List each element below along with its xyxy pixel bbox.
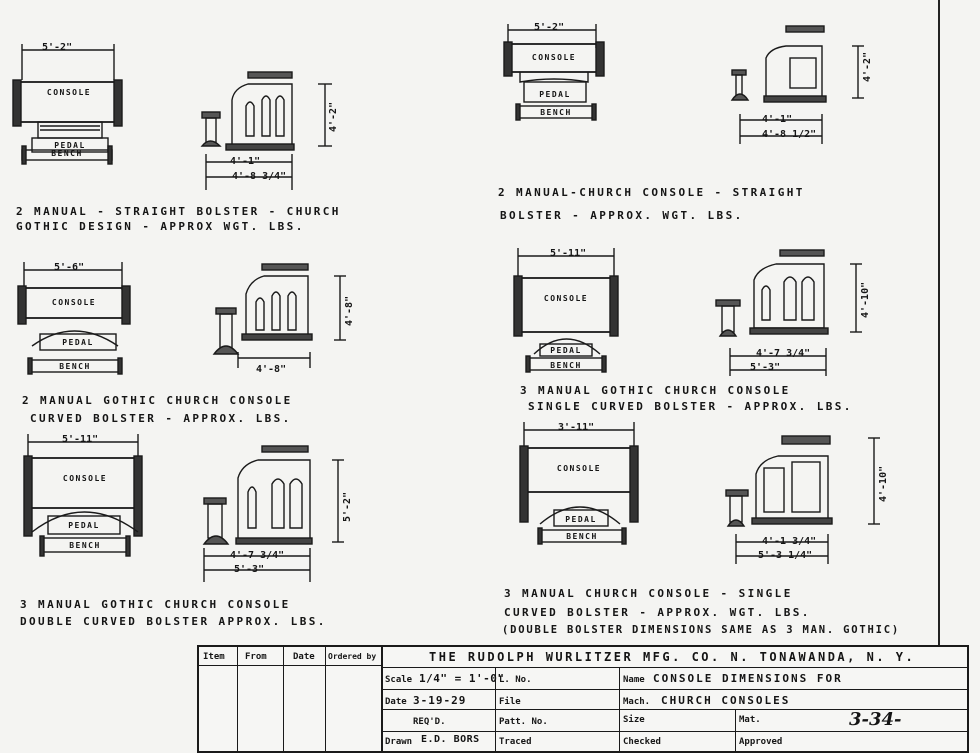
caption-line-2: DOUBLE CURVED BOLSTER APPROX. LBS. — [20, 615, 327, 628]
traced-label: Traced — [499, 737, 532, 747]
pedal-label: PEDAL — [62, 338, 94, 347]
mach-value: CHURCH CONSOLES — [661, 694, 791, 707]
ld-no-label: L. No. — [499, 675, 532, 685]
name-value: CONSOLE DIMENSIONS FOR — [653, 672, 843, 685]
rev-header-item: Item — [203, 652, 225, 662]
mat-label: Mat. — [739, 715, 761, 725]
caption-line-2: GOTHIC DESIGN - APPROX WGT. LBS. — [16, 220, 305, 233]
company-name: THE RUDOLPH WURLITZER MFG. CO. N. TONAWANDA, N. Y. — [429, 650, 916, 664]
console-label: CONSOLE — [62, 474, 108, 483]
width-dimension: 5'-2" — [534, 22, 565, 33]
caption-line-1: 2 MANUAL GOTHIC CHURCH CONSOLE — [22, 394, 293, 407]
depth-dimension-1: 4'-1" — [230, 156, 261, 167]
rev-header-date: Date — [293, 652, 315, 662]
caption-line-1: 3 MANUAL GOTHIC CHURCH CONSOLE — [520, 384, 791, 397]
drawing-2-manual-straight-church — [500, 18, 900, 198]
depth-dimension-2: 5'-3" — [750, 362, 781, 373]
drawn-label: Drawn — [385, 737, 413, 747]
height-dimension: 4'-2" — [862, 51, 873, 82]
sheet-edge — [938, 0, 940, 752]
caption-line-2: BOLSTER - APPROX. WGT. LBS. — [500, 209, 744, 222]
bench-label: BENCH — [550, 361, 582, 370]
height-dimension: 4'-10" — [878, 465, 889, 502]
drawing-3-manual-gothic-double-curved — [20, 432, 360, 592]
console-front-elevation — [510, 420, 910, 570]
caption-line-1: 3 MANUAL CHURCH CONSOLE - SINGLE — [504, 587, 793, 600]
console-front-elevation — [20, 432, 360, 592]
console-label: CONSOLE — [556, 464, 602, 473]
mach-label: Mach. — [623, 697, 651, 707]
date-label: Date — [385, 697, 407, 707]
height-dimension: 5'-2" — [342, 491, 353, 522]
pedal-label: PEDAL — [539, 90, 571, 99]
bench-label: BENCH — [69, 541, 101, 550]
bench-label: BENCH — [59, 362, 91, 371]
width-dimension: 3'-11" — [558, 422, 595, 433]
depth-dimension-2: 4'-8 1/2" — [762, 129, 817, 140]
caption-line-2: CURVED BOLSTER - APPROX. LBS. — [30, 412, 292, 425]
depth-dimension-1: 4'-7 3/4" — [756, 348, 811, 359]
height-dimension: 4'-10" — [860, 281, 871, 318]
depth-dimension-2: 5'-3" — [234, 564, 265, 575]
depth-dimension-1: 4'-8" — [256, 364, 287, 375]
bench-label: BENCH — [566, 532, 598, 541]
date-value: 3-19-29 — [413, 694, 467, 707]
checked-label: Checked — [623, 737, 661, 747]
reqd-label: REQ'D. — [413, 717, 446, 727]
bench-label: BENCH — [51, 149, 83, 158]
caption-line-1: 2 MANUAL - STRAIGHT BOLSTER - CHURCH — [16, 205, 341, 218]
patt-no-label: Patt. No. — [499, 717, 548, 727]
pedal-label: PEDAL — [68, 521, 100, 530]
pedal-label: PEDAL — [550, 346, 582, 355]
depth-dimension-2: 5'-3 1/4" — [758, 550, 813, 561]
pedal-label: PEDAL — [565, 515, 597, 524]
drawing-3-manual-gothic-single-curved — [510, 244, 900, 378]
approved-label: Approved — [739, 737, 783, 747]
height-dimension: 4'-2" — [328, 101, 339, 132]
width-dimension: 5'-2" — [42, 42, 73, 53]
scale-value: 1/4" = 1'-0" — [419, 672, 505, 685]
size-label: Size — [623, 715, 645, 725]
title-block — [197, 645, 969, 753]
scale-label: Scale — [385, 675, 413, 685]
width-dimension: 5'-6" — [54, 262, 85, 273]
caption-line-2: SINGLE CURVED BOLSTER - APPROX. LBS. — [528, 400, 853, 413]
rev-header-from: From — [245, 652, 267, 662]
rev-header-ordered-by: Ordered by — [328, 652, 377, 661]
name-label: Name — [623, 675, 645, 685]
console-label: CONSOLE — [46, 88, 92, 97]
width-dimension: 5'-11" — [62, 434, 99, 445]
console-label: CONSOLE — [543, 294, 589, 303]
caption-line-3: (DOUBLE BOLSTER DIMENSIONS SAME AS 3 MAN. GOTHIC) — [502, 624, 900, 636]
pedal-label: PEDAL — [54, 141, 86, 150]
caption-line-1: 2 MANUAL-CHURCH CONSOLE - STRAIGHT — [498, 186, 805, 199]
console-label: CONSOLE — [51, 298, 97, 307]
drawing-3-manual-church-single-curved — [510, 420, 910, 570]
height-dimension: 4'-8" — [344, 295, 355, 326]
drawing-2-manual-gothic-curved — [10, 256, 360, 386]
drawing-2-manual-straight-gothic — [10, 40, 350, 230]
caption-line-2: CURVED BOLSTER - APPROX. WGT. LBS. — [504, 606, 811, 619]
caption-line-1: 3 MANUAL GOTHIC CHURCH CONSOLE — [20, 598, 291, 611]
drawn-value: E.D. BORS — [421, 734, 480, 745]
width-dimension: 5'-11" — [550, 248, 587, 259]
file-label: File — [499, 697, 521, 707]
sheet-number: 3-34- — [849, 709, 902, 730]
depth-dimension-1: 4'-7 3/4" — [230, 550, 285, 561]
depth-dimension-1: 4'-1" — [762, 114, 793, 125]
console-front-elevation — [510, 244, 900, 378]
depth-dimension-1: 4'-1 3/4" — [762, 536, 817, 547]
bench-label: BENCH — [540, 108, 572, 117]
console-label: CONSOLE — [531, 53, 577, 62]
depth-dimension-2: 4'-8 3/4" — [232, 171, 287, 182]
console-front-elevation — [10, 40, 350, 200]
